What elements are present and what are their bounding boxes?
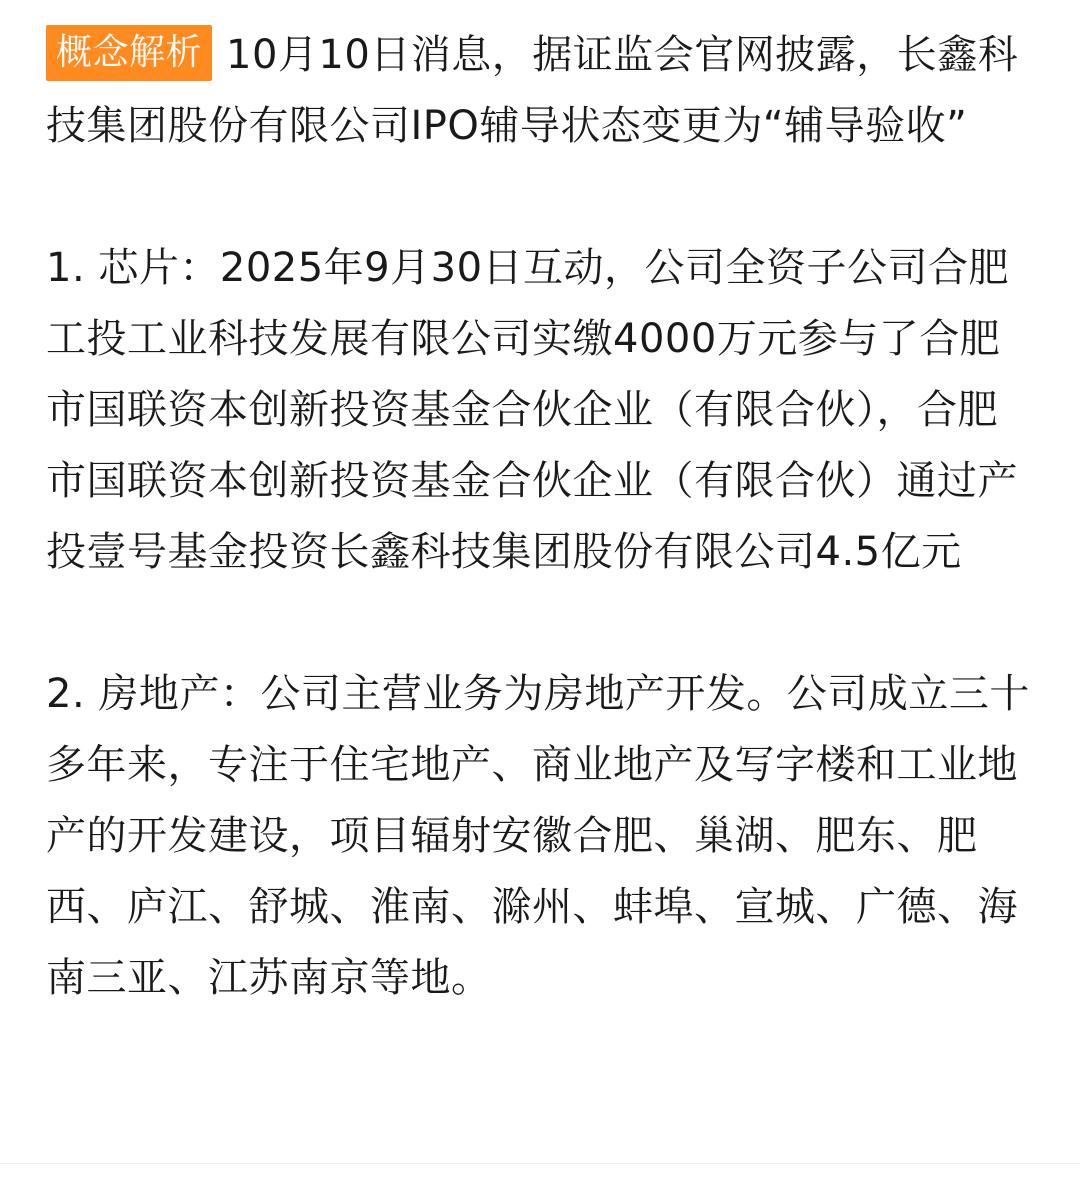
article-body [46,20,1036,1014]
divider [0,1163,1080,1164]
paragraph-spacer [46,588,1036,659]
intro-text: 10月10日消息，据证监会官网披露，长鑫科技集团股份有限公司IPO辅导状态变更为“辅导验收” [46,32,1019,149]
intro-paragraph [46,20,1036,162]
paragraph-spacer [46,162,1036,233]
point-chip: 1. 芯片：2025年9月30日互动，公司全资子公司合肥工投工业科技发展有限公司实缴4000万元参与了合肥市国联资本创新投资基金合伙企业（有限合伙），合肥市国联资本创新投资基金合伙企业（有限合伙）通过产投壹号基金投资长鑫科技集团股份有限公司4.5亿元 [46,245,1018,575]
point-real-estate: 2. 房地产：公司主营业务为房地产开发。公司成立三十多年来，专注于住宅地产、商业地产及写字楼和工业地产的开发建设，项目辐射安徽合肥、巢湖、肥东、肥西、庐江、舒城、淮南、滁州、蚌埠、宣城、广德、海南三亚、江苏南京等地。 [46,671,1030,1001]
concept-analysis-tag: 概念解析 [46,25,212,81]
